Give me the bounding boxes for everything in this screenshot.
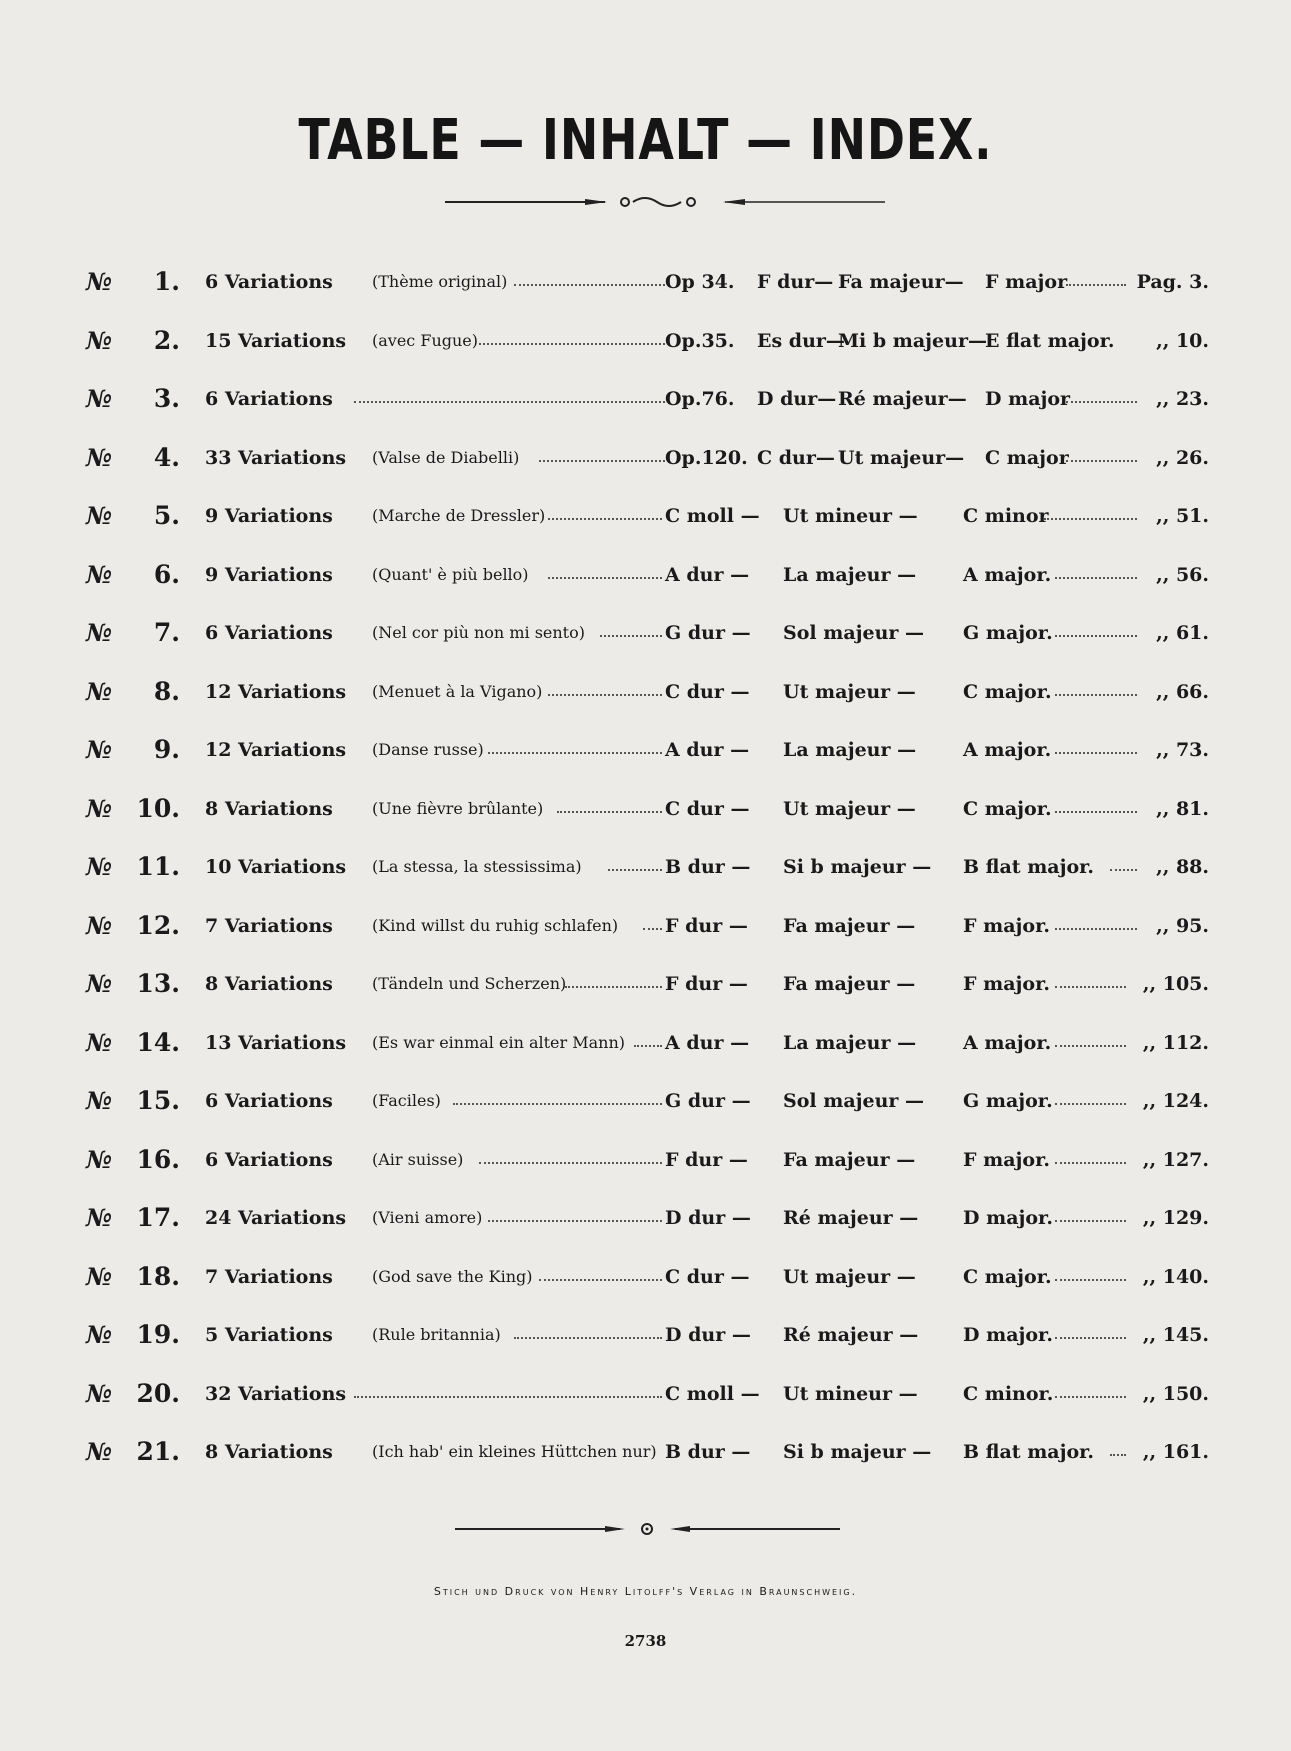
key-english: C minor [963, 505, 1049, 527]
opus-number: Op.76. [665, 388, 735, 410]
key-german: Es dur— [757, 330, 845, 352]
page-number: ,, 10. [1156, 330, 1209, 352]
number-sign: № [86, 852, 113, 881]
variation-count: 13 Variations [205, 1032, 347, 1054]
page-number: ,, 161. [1142, 1441, 1209, 1463]
theme-title: (Valse de Diabelli) [372, 448, 520, 467]
key-english: C minor. [963, 1383, 1054, 1405]
entry-number: 7. [153, 618, 180, 647]
key-german: B dur — [665, 1441, 751, 1463]
dotted-leader [1066, 401, 1137, 403]
entry-number: 18. [136, 1262, 180, 1291]
entry-number: 11. [136, 852, 180, 881]
entry-number: 8. [153, 677, 180, 706]
page-number: ,, 61. [1156, 622, 1209, 644]
dotted-leader [1055, 928, 1137, 930]
key-english: A major. [963, 739, 1052, 761]
key-english: D major [985, 388, 1071, 410]
theme-title: (Faciles) [372, 1091, 441, 1110]
opus-number: Op.35. [665, 330, 735, 352]
number-sign: № [86, 1028, 113, 1057]
dotted-leader [1055, 1045, 1126, 1047]
entry-number: 15. [136, 1086, 180, 1115]
table-row [0, 379, 1291, 419]
key-french: La majeur — [783, 1032, 917, 1054]
key-english: E flat major. [985, 330, 1115, 352]
entry-number: 21. [136, 1437, 180, 1466]
theme-title: (Ich hab' ein kleines Hüttchen nur) [372, 1442, 657, 1461]
table-row [0, 555, 1291, 595]
theme-title: (Rule britannia) [372, 1325, 501, 1344]
number-sign: № [86, 443, 113, 472]
table-row [0, 1140, 1291, 1180]
key-english: F major [985, 271, 1068, 293]
table-row [0, 964, 1291, 1004]
variation-count: 5 Variations [205, 1324, 333, 1346]
theme-title: (Nel cor più non mi sento) [372, 623, 585, 642]
entry-number: 4. [153, 443, 180, 472]
page-number: ,, 129. [1142, 1207, 1209, 1229]
page-number: ,, 81. [1156, 798, 1209, 820]
key-english: C major [985, 447, 1069, 469]
variation-count: 6 Variations [205, 1090, 333, 1112]
entry-number: 1. [153, 267, 180, 296]
key-english: A major. [963, 1032, 1052, 1054]
dotted-leader [643, 928, 662, 930]
key-german: B dur — [665, 856, 751, 878]
number-sign: № [86, 1086, 113, 1115]
page-number: ,, 124. [1142, 1090, 1209, 1112]
dotted-leader [514, 284, 665, 286]
number-sign: № [86, 677, 113, 706]
dotted-leader [1066, 460, 1137, 462]
key-english: D major. [963, 1207, 1053, 1229]
number-sign: № [86, 560, 113, 589]
entry-number: 13. [136, 969, 180, 998]
page-number: ,, 150. [1142, 1383, 1209, 1405]
variation-count: 12 Variations [205, 739, 347, 761]
page-number: ,, 112. [1142, 1032, 1209, 1054]
theme-title: (Vieni amore) [372, 1208, 483, 1227]
key-german: A dur — [665, 1032, 750, 1054]
table-row [0, 1081, 1291, 1121]
theme-title: (Air suisse) [372, 1150, 464, 1169]
theme-title: (avec Fugue) [372, 331, 478, 350]
key-german: C dur— [757, 447, 835, 469]
key-french: Si b majeur — [783, 1441, 932, 1463]
dotted-leader [1055, 1337, 1126, 1339]
number-sign: № [86, 1320, 113, 1349]
theme-title: (Thème original) [372, 272, 508, 291]
dotted-leader [1055, 1220, 1126, 1222]
entry-number: 14. [136, 1028, 180, 1057]
entry-number: 19. [136, 1320, 180, 1349]
variation-count: 8 Variations [205, 1441, 333, 1463]
dotted-leader [1055, 986, 1126, 988]
number-sign: № [86, 1203, 113, 1232]
key-french: Si b majeur — [783, 856, 932, 878]
variation-count: 7 Variations [205, 1266, 333, 1288]
key-french: Ré majeur — [783, 1324, 919, 1346]
key-french: Sol majeur — [783, 622, 925, 644]
dotted-leader [1055, 1279, 1126, 1281]
dotted-leader [453, 1103, 662, 1105]
key-english: G major. [963, 622, 1053, 644]
dotted-leader [608, 869, 662, 871]
number-sign: № [86, 1262, 113, 1291]
variation-count: 12 Variations [205, 681, 347, 703]
number-sign: № [86, 969, 113, 998]
page-number: Pag. 3. [1136, 271, 1209, 293]
page-number: ,, 56. [1156, 564, 1209, 586]
key-german: F dur — [665, 1149, 748, 1171]
theme-title: (Danse russe) [372, 740, 484, 759]
table-row [0, 1315, 1291, 1355]
entry-number: 20. [136, 1379, 180, 1408]
key-german: G dur — [665, 1090, 751, 1112]
dotted-leader [557, 811, 662, 813]
dotted-leader [600, 635, 662, 637]
dotted-leader [1044, 518, 1137, 520]
dotted-leader [548, 694, 662, 696]
page-number: ,, 73. [1156, 739, 1209, 761]
key-english: A major. [963, 564, 1052, 586]
theme-title: (Kind willst du ruhig schlafen) [372, 916, 619, 935]
table-row [0, 1023, 1291, 1063]
entry-number: 5. [153, 501, 180, 530]
dotted-leader [548, 518, 662, 520]
theme-title: (Une fièvre brûlante) [372, 799, 544, 818]
key-german: D dur — [665, 1207, 751, 1229]
number-sign: № [86, 735, 113, 764]
theme-title: (Marche de Dressler) [372, 506, 546, 525]
dotted-leader [565, 986, 662, 988]
table-row [0, 1374, 1291, 1414]
page-number: ,, 23. [1156, 388, 1209, 410]
key-french: Ut mineur — [783, 1383, 918, 1405]
key-french: Fa majeur — [783, 1149, 916, 1171]
number-sign: № [86, 501, 113, 530]
table-row [0, 789, 1291, 829]
key-french: Ut mineur — [783, 505, 918, 527]
variation-count: 9 Variations [205, 505, 333, 527]
dotted-leader [1055, 1396, 1126, 1398]
imprint-text: Stich und Druck von Henry Litolff's Verlag in Braunschweig. [433, 1585, 858, 1598]
theme-title: (Es war einmal ein alter Mann) [372, 1033, 626, 1052]
entry-number: 6. [153, 560, 180, 589]
key-german: D dur— [757, 388, 837, 410]
key-french: Fa majeur — [783, 973, 916, 995]
dotted-leader [488, 752, 662, 754]
page-number: ,, 66. [1156, 681, 1209, 703]
variation-count: 32 Variations [205, 1383, 347, 1405]
key-french: Ut majeur— [838, 447, 965, 469]
key-english: G major. [963, 1090, 1053, 1112]
plate-number: 2738 [624, 1632, 667, 1650]
table-row [0, 262, 1291, 302]
dotted-leader [1066, 284, 1126, 286]
dotted-leader [548, 577, 662, 579]
dotted-leader [1055, 1103, 1126, 1105]
theme-title: (Quant' è più bello) [372, 565, 529, 584]
table-row [0, 438, 1291, 478]
page-number: ,, 88. [1156, 856, 1209, 878]
key-french: Fa majeur — [783, 915, 916, 937]
page-title: TABLE — INHALT — INDEX. [298, 108, 993, 173]
dotted-leader [479, 1162, 662, 1164]
key-french: Ré majeur — [783, 1207, 919, 1229]
entry-number: 9. [153, 735, 180, 764]
table-row [0, 847, 1291, 887]
page-number: ,, 51. [1156, 505, 1209, 527]
dotted-leader [1055, 811, 1137, 813]
variation-count: 7 Variations [205, 915, 333, 937]
page-number: ,, 95. [1156, 915, 1209, 937]
number-sign: № [86, 384, 113, 413]
variation-count: 8 Variations [205, 973, 333, 995]
title-ornament-icon [445, 192, 885, 212]
dotted-leader [1110, 1454, 1126, 1456]
table-row [0, 906, 1291, 946]
table-row [0, 1257, 1291, 1297]
variation-count: 9 Variations [205, 564, 333, 586]
key-english: B flat major. [963, 856, 1095, 878]
key-german: C dur — [665, 798, 750, 820]
number-sign: № [86, 1379, 113, 1408]
dotted-leader [539, 1279, 662, 1281]
key-english: B flat major. [963, 1441, 1095, 1463]
key-french: Ut majeur — [783, 681, 916, 703]
dotted-leader [1055, 635, 1137, 637]
table-row [0, 613, 1291, 653]
variation-count: 8 Variations [205, 798, 333, 820]
theme-title: (Tändeln und Scherzen) [372, 974, 567, 993]
variation-count: 24 Variations [205, 1207, 347, 1229]
opus-number: Op.120. [665, 447, 748, 469]
variation-count: 6 Variations [205, 1149, 333, 1171]
entry-number: 16. [136, 1145, 180, 1174]
entry-number: 10. [136, 794, 180, 823]
variation-count: 10 Variations [205, 856, 347, 878]
key-french: Fa majeur— [838, 271, 964, 293]
number-sign: № [86, 1145, 113, 1174]
number-sign: № [86, 326, 113, 355]
key-english: F major. [963, 973, 1050, 995]
theme-title: (Menuet à la Vigano) [372, 682, 543, 701]
key-german: D dur — [665, 1324, 751, 1346]
dotted-leader [1055, 752, 1137, 754]
number-sign: № [86, 911, 113, 940]
table-row [0, 1432, 1291, 1472]
dotted-leader [539, 460, 665, 462]
dotted-leader [479, 343, 665, 345]
table-row [0, 1198, 1291, 1238]
number-sign: № [86, 1437, 113, 1466]
variation-count: 6 Variations [205, 622, 333, 644]
dotted-leader [488, 1220, 662, 1222]
table-row [0, 730, 1291, 770]
page-number: ,, 145. [1142, 1324, 1209, 1346]
key-german: F dur— [757, 271, 834, 293]
key-french: Ré majeur— [838, 388, 967, 410]
page-number: ,, 127. [1142, 1149, 1209, 1171]
dotted-leader [514, 1337, 662, 1339]
dotted-leader [1055, 694, 1137, 696]
key-english: F major. [963, 915, 1050, 937]
dotted-leader [634, 1045, 662, 1047]
key-french: Ut majeur — [783, 1266, 916, 1288]
key-german: A dur — [665, 739, 750, 761]
key-english: F major. [963, 1149, 1050, 1171]
key-english: C major. [963, 1266, 1052, 1288]
key-french: Ut majeur — [783, 798, 916, 820]
entry-number: 12. [136, 911, 180, 940]
variation-count: 15 Variations [205, 330, 347, 352]
theme-title: (La stessa, la stessissima) [372, 857, 582, 876]
opus-number: Op 34. [665, 271, 735, 293]
entry-number: 2. [153, 326, 180, 355]
variation-count: 33 Variations [205, 447, 347, 469]
page-number: ,, 140. [1142, 1266, 1209, 1288]
variation-count: 6 Variations [205, 271, 333, 293]
key-french: Mi b majeur— [838, 330, 987, 352]
key-german: A dur — [665, 564, 750, 586]
dotted-leader [1055, 577, 1137, 579]
dotted-leader [1055, 1162, 1126, 1164]
theme-title: (God save the King) [372, 1267, 533, 1286]
key-english: D major. [963, 1324, 1053, 1346]
dotted-leader [354, 1396, 662, 1398]
key-french: La majeur — [783, 564, 917, 586]
key-english: C major. [963, 681, 1052, 703]
number-sign: № [86, 618, 113, 647]
number-sign: № [86, 794, 113, 823]
page-number: ,, 105. [1142, 973, 1209, 995]
page-number: ,, 26. [1156, 447, 1209, 469]
number-sign: № [86, 267, 113, 296]
dotted-leader [1110, 869, 1137, 871]
entry-number: 3. [153, 384, 180, 413]
key-german: F dur — [665, 915, 748, 937]
key-german: C dur — [665, 1266, 750, 1288]
variation-count: 6 Variations [205, 388, 333, 410]
table-row [0, 496, 1291, 536]
key-english: C major. [963, 798, 1052, 820]
footer-ornament-icon [455, 1519, 840, 1539]
key-french: Sol majeur — [783, 1090, 925, 1112]
key-german: C dur — [665, 681, 750, 703]
key-german: F dur — [665, 973, 748, 995]
key-german: C moll — [665, 1383, 760, 1405]
table-row [0, 672, 1291, 712]
entry-number: 17. [136, 1203, 180, 1232]
dotted-leader [354, 401, 665, 403]
table-row [0, 321, 1291, 361]
key-german: G dur — [665, 622, 751, 644]
key-german: C moll — [665, 505, 760, 527]
key-french: La majeur — [783, 739, 917, 761]
